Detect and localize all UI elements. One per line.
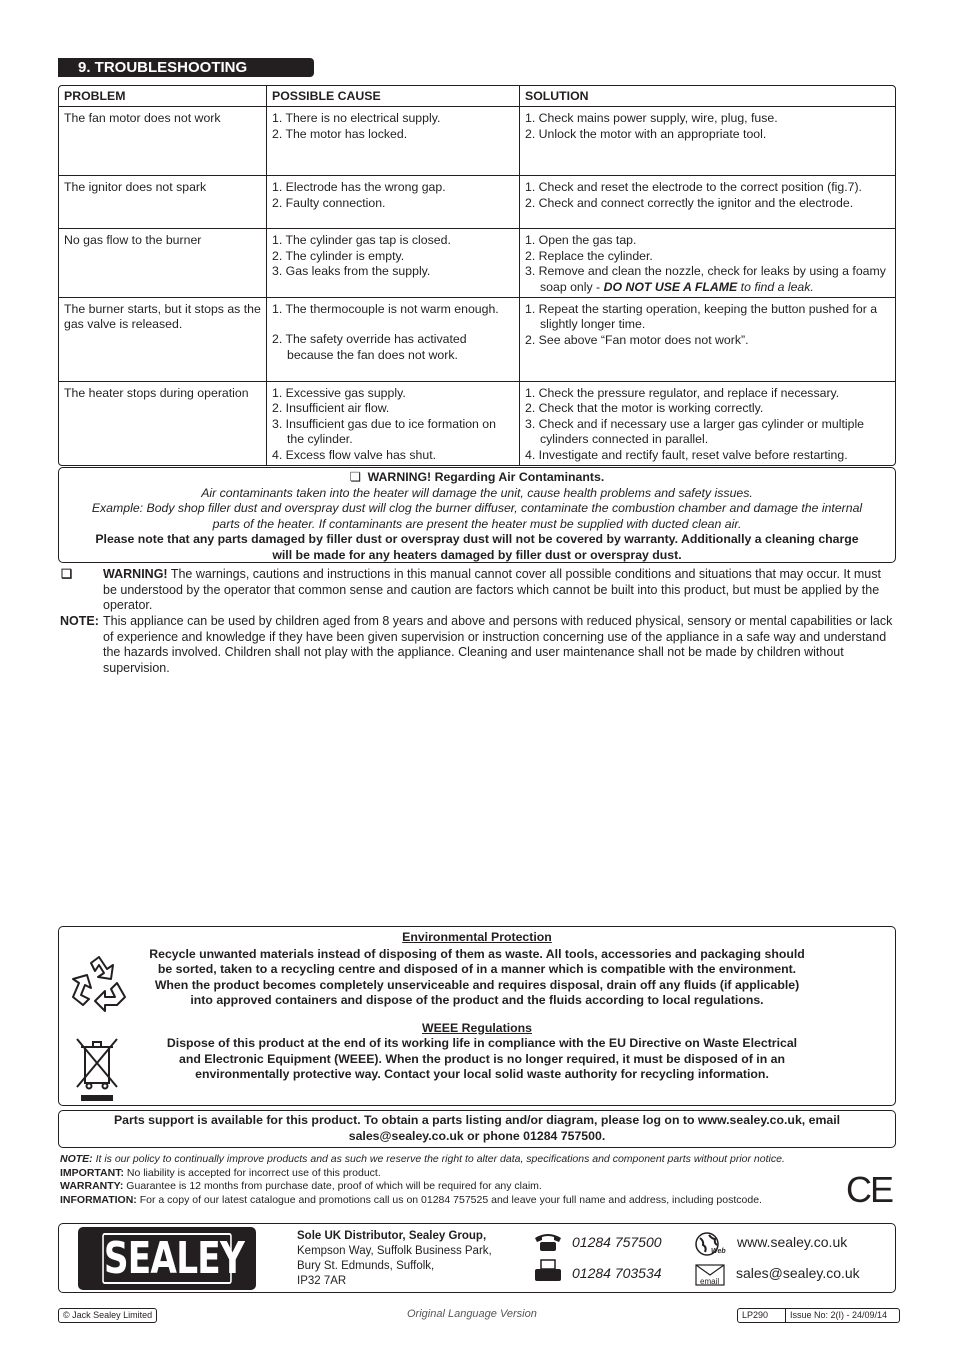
environment-text: Recycle unwanted materials instead of disposing of them as waste. All tools, accessories and packaging should be sorted, taken to a recycling centre and disposed of in a manner which is compatible with the environment. When the product becomes completely unserviceable and requires disposal, drain off any fluids (if applicable) into approved containers and dispose of the product and the fluids according to local regulations. xyxy=(149,946,805,1007)
cause-item: 2. The cylinder is empty. xyxy=(272,248,405,263)
table-row xyxy=(59,229,895,298)
solution-item: 2. Replace the cylinder. xyxy=(525,248,653,263)
table-row xyxy=(59,176,895,229)
email-address[interactable]: sales@sealey.co.uk xyxy=(736,1265,860,1281)
environment-title: Environmental Protection xyxy=(402,930,552,944)
information-text: For a copy of our latest catalogue and promotions call us on 01284 757525 and leave your full name and address, including postcode. xyxy=(136,1193,762,1206)
solution-item: 4. Investigate and rectify fault, reset valve before restarting. xyxy=(525,447,848,462)
policy-label: NOTE: xyxy=(60,1153,93,1165)
table-row xyxy=(59,382,895,465)
air-warning-title: WARNING! Regarding Air Contaminants. xyxy=(367,470,605,484)
problem-cell: The burner starts, but it stops as the gas valve is released. xyxy=(59,298,266,382)
problem-cell: The ignitor does not spark xyxy=(59,176,266,229)
warning-label: WARNING! xyxy=(103,567,168,581)
address-line: IP32 7AR xyxy=(297,1275,347,1287)
checkbox-icon: ❏ xyxy=(349,470,361,484)
solution-item: 1. Check the pressure regulator, and replace if necessary. xyxy=(525,386,840,401)
solution-item: 2. Check and connect correctly the ignitor and the electrode. xyxy=(525,195,854,210)
cause-item: 3. Insufficient gas due to ice formation on the cylinder. xyxy=(272,416,496,447)
solution-cell xyxy=(519,298,895,382)
website[interactable]: www.sealey.co.uk xyxy=(737,1234,848,1250)
warranty-note xyxy=(60,1180,840,1194)
solution-item: 1. Check and reset the electrode to the correct position (fig.7). xyxy=(525,180,862,195)
recycle-icon xyxy=(69,953,129,1013)
fax-number: 01284 703534 xyxy=(572,1265,662,1281)
distributor-address xyxy=(297,1229,492,1289)
divider xyxy=(785,1308,786,1323)
weee-text: Dispose of this product at the end of its working life in compliance with the EU Directive on Waste Electrical and Electronic Equipment (WEEE). When the product is no longer required, it must be disposed of in an environmentally protective way. Contact your local solid waste authority for recycling information. xyxy=(166,1036,798,1081)
air-contaminants-warning xyxy=(58,467,896,563)
cause-cell xyxy=(266,229,519,298)
cause-item: 4. Excess flow valve has shut. xyxy=(272,447,437,462)
cause-item: 1. The thermocouple is not warm enough. xyxy=(272,302,499,317)
solution-cell xyxy=(519,107,895,176)
air-warning-line: Air contaminants taken into the heater will damage the unit, cause health problems and safety issues. xyxy=(201,485,753,500)
column-header: SOLUTION xyxy=(519,86,895,107)
cause-cell xyxy=(266,176,519,229)
cause-item: 2. The motor has locked. xyxy=(272,126,408,141)
cause-item: 1. The cylinder gas tap is closed. xyxy=(272,233,451,248)
model-number: LP290 xyxy=(742,1310,769,1320)
cause-item: 2. The safety override has activated because the fan does not work. xyxy=(272,332,467,362)
phone-icon xyxy=(533,1230,563,1252)
cause-item: 2. Faulty connection. xyxy=(272,195,386,210)
troubleshooting-table xyxy=(58,85,896,466)
air-warning-heading xyxy=(59,470,895,486)
solution-item: 2. Unlock the motor with an appropriate tool. xyxy=(525,126,767,141)
parts-support-box xyxy=(58,1110,896,1148)
problem-cell: No gas flow to the burner xyxy=(59,229,266,298)
weee-title: WEEE Regulations xyxy=(422,1020,532,1035)
language-version: Original Language Version xyxy=(407,1308,537,1320)
warning-text: The warnings, cautions and instructions in this manual cannot cover all possible conditions and situations that may occur. It must be understood by the operator that common sense and caution are factors which cannot be built into this product, but must be applied by the operator. xyxy=(103,567,881,612)
web-icon-label: Web xyxy=(711,1248,726,1255)
environmental-protection-box xyxy=(58,926,896,1106)
information-note xyxy=(60,1194,840,1208)
issue-number: Issue No: 2(I) - 24/09/14 xyxy=(790,1310,888,1320)
cause-item: 1. Excessive gas supply. xyxy=(272,386,406,401)
solution-cell xyxy=(519,382,895,465)
table-row xyxy=(59,298,895,382)
policy-text: It is our policy to continually improve products and as such we reserve the right to alter data, specifications and component parts without prior notice. xyxy=(92,1153,785,1165)
cause-cell xyxy=(266,382,519,465)
air-warning-example: Example: Body shop filler dust and overspray dust will clog the burner diffuser, contaminate the combustion chamber and damage the internal parts of the heater. If contaminants are present the heater must be supplied with ducted clean air. xyxy=(91,501,863,531)
address-line: Kempson Way, Suffolk Business Park, xyxy=(297,1245,492,1257)
solution-item: 1. Open the gas tap. xyxy=(525,233,637,248)
solution-item: 1. Repeat the starting operation, keeping the button pushed for a slightly longer time. xyxy=(525,302,878,332)
checkbox-icon: ❏ xyxy=(61,567,73,581)
solution-cell xyxy=(519,229,895,298)
general-warning xyxy=(58,567,896,614)
note-label: NOTE: xyxy=(60,614,99,628)
flame-warning-text: DO NOT USE A FLAME xyxy=(603,279,738,294)
section-title: 9. TROUBLESHOOTING xyxy=(58,58,314,77)
logo-text: SEALEY xyxy=(103,1233,245,1284)
table-row xyxy=(59,107,895,176)
solution-text: 3. Remove and clean the nozzle, check for leaks by using a foamy soap only - xyxy=(525,264,886,294)
weee-bin-icon xyxy=(73,1037,121,1103)
solution-item: 3. Check and if necessary use a larger gas cylinder or multiple cylinders connected in parallel. xyxy=(525,416,865,447)
cause-cell xyxy=(266,107,519,176)
air-warning-warranty: Please note that any parts damaged by filler dust or overspray dust will not be covered by warranty. Additionally a cleaning charge will be made for any heaters damaged by filler dust or overspray dust. xyxy=(95,532,859,562)
phone-number: 01284 757500 xyxy=(572,1234,662,1250)
cause-cell xyxy=(266,298,519,382)
important-label: IMPORTANT: xyxy=(60,1166,124,1179)
problem-cell: The fan motor does not work xyxy=(59,107,266,176)
column-header: POSSIBLE CAUSE xyxy=(266,86,519,107)
sealey-logo xyxy=(78,1227,256,1290)
warranty-text: Guarantee is 12 months from purchase date, proof of which will be required for any claim. xyxy=(123,1180,542,1193)
copyright-tag: © Jack Sealey Limited xyxy=(58,1308,157,1323)
important-text: No liability is accepted for incorrect use of this product. xyxy=(123,1166,381,1179)
address-line: Bury St. Edmunds, Suffolk, xyxy=(297,1260,435,1272)
legal-notes xyxy=(60,1153,840,1207)
cause-item: 1. Electrode has the wrong gap. xyxy=(272,180,446,195)
children-note xyxy=(58,614,896,676)
solution-item: 2. Check that the motor is working correctly. xyxy=(525,401,764,416)
problem-cell: The heater stops during operation xyxy=(64,386,249,401)
warranty-label: WARRANTY: xyxy=(60,1180,124,1193)
cause-item: 1. There is no electrical supply. xyxy=(272,111,441,126)
policy-note xyxy=(60,1153,840,1167)
cause-item: 3. Gas leaks from the supply. xyxy=(272,264,431,279)
model-issue-tag xyxy=(737,1308,900,1323)
solution-item: 1. Check mains power supply, wire, plug, fuse. xyxy=(525,111,778,126)
cause-item: 2. Insufficient air flow. xyxy=(272,401,390,416)
important-note xyxy=(60,1167,840,1181)
solution-item xyxy=(525,264,890,295)
solution-item: 2. See above “Fan motor does not work”. xyxy=(525,332,749,347)
distributor-name: Sole UK Distributor, Sealey Group, xyxy=(297,1230,487,1242)
solution-text: to find a leak. xyxy=(737,279,814,294)
solution-cell xyxy=(519,176,895,229)
column-header: PROBLEM xyxy=(59,86,266,107)
parts-support-text: Parts support is available for this product. To obtain a parts listing and/or diagram, please log on to www.sealey.co.uk, email sales@sealey.co.uk or phone 01284 757500. xyxy=(113,1113,841,1143)
note-text: This appliance can be used by children aged from 8 years and above and persons with reduced physical, sensory or mental capabilities or lack of experience and knowledge if they have been given supervision or instruction concerning use of the appliance in a safe way and understand the hazards involved. Children shall not play with the appliance. Cleaning and user maintenance shall not be made by children without supervision. xyxy=(103,614,893,675)
information-label: INFORMATION: xyxy=(60,1193,137,1206)
ce-mark: CE xyxy=(846,1169,893,1210)
email-icon-label: email xyxy=(700,1277,720,1286)
fax-icon xyxy=(533,1259,563,1283)
table-header-row xyxy=(59,86,895,107)
spacer xyxy=(272,317,514,332)
